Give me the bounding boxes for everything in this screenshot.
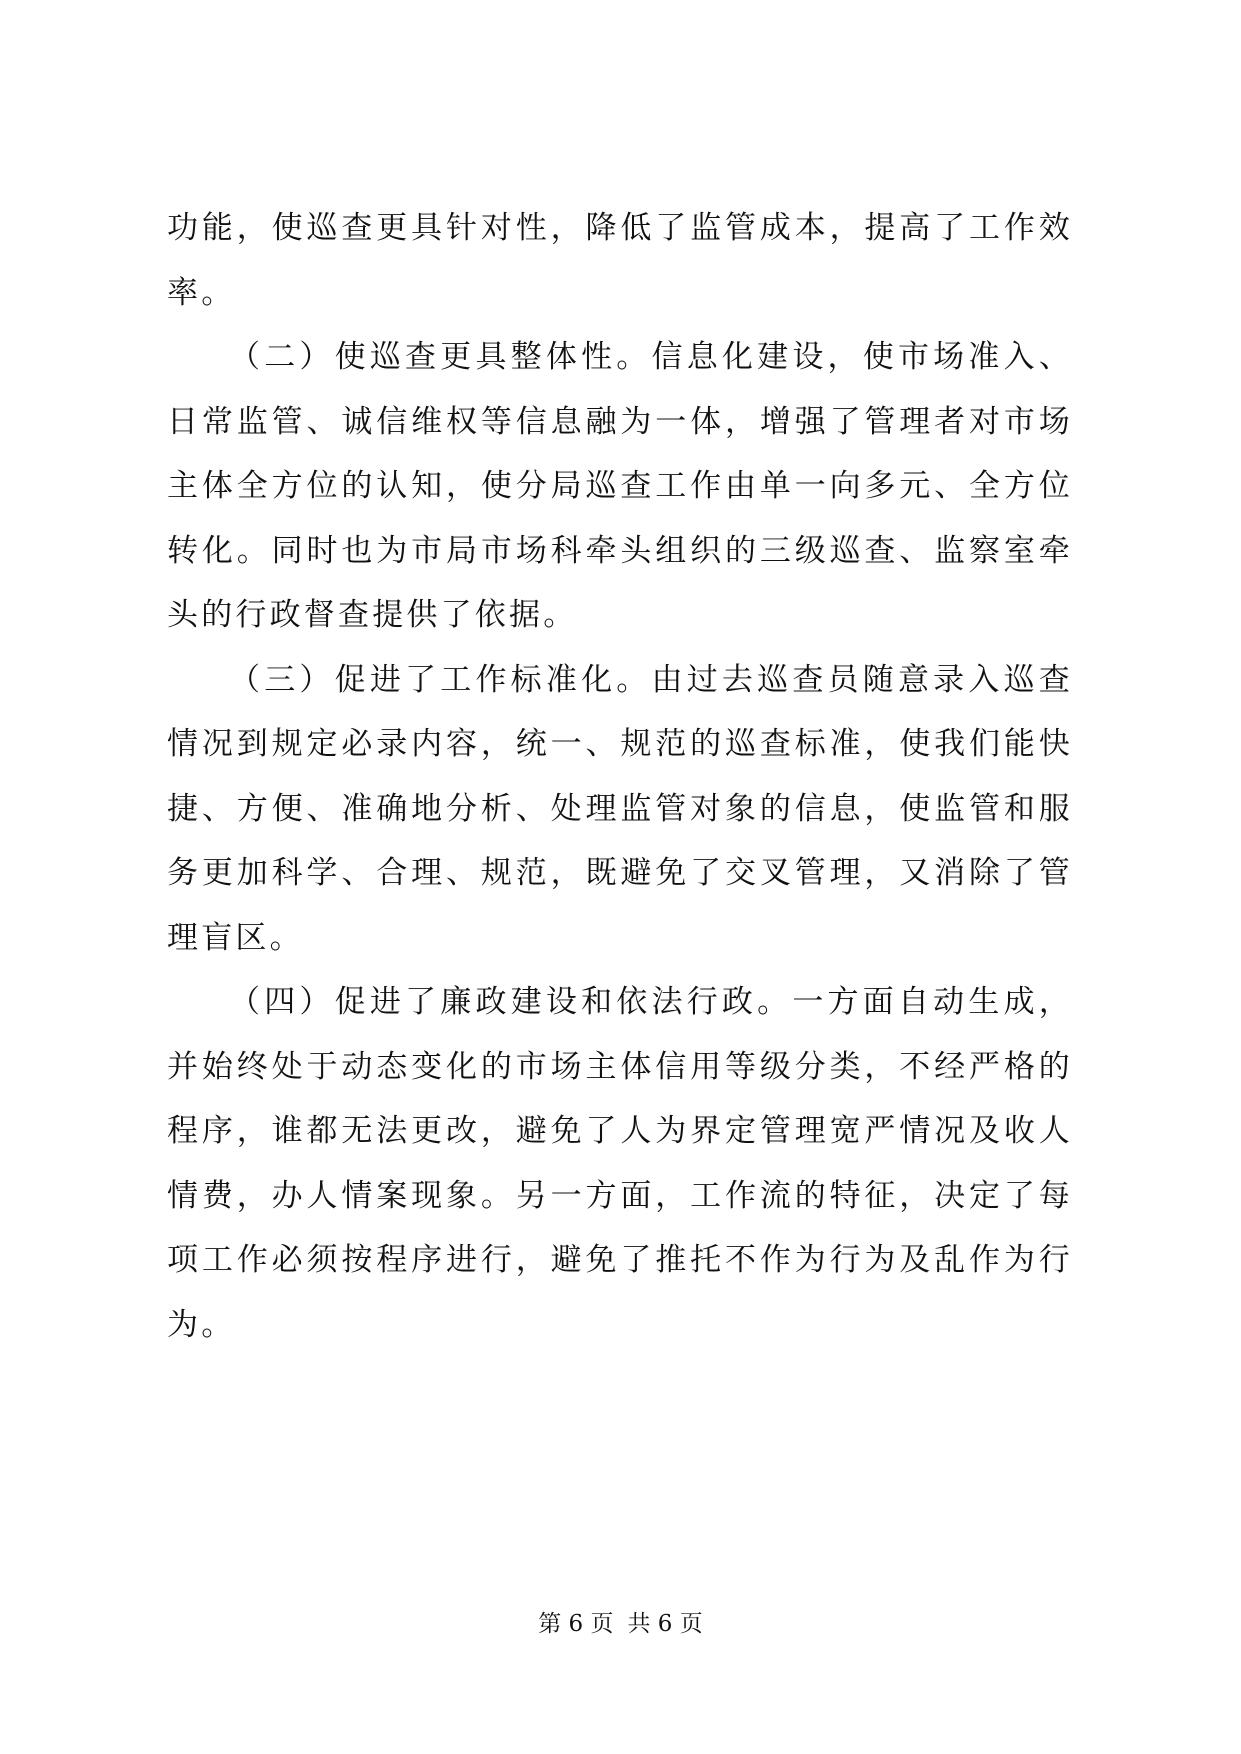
page-footer bbox=[0, 1605, 1241, 1638]
page-total: 共 6 页 bbox=[627, 1611, 703, 1637]
paragraph-continuation: 功能，使巡查更具针对性，降低了监管成本，提高了工作效率。 bbox=[167, 210, 1073, 311]
page-number: 第 6 页 bbox=[538, 1611, 614, 1637]
paragraph-section-4: （四）促进了廉政建设和依法行政。一方面自动生成，并始终处于动态变化的市场主体信用等级分类，不经严格的程序，谁都无法更改，避免了人为界定管理宽严情况及收人情费，办人情案现象。另一方面，工作流的特征，决定了每项工作必须按程序进行，避免了推托不作为行为及乱作为行为。 bbox=[167, 984, 1073, 1343]
paragraph-section-2: （二）使巡查更具整体性。信息化建设，使市场准入、日常监管、诚信维权等信息融为一体，增强了管理者对市场主体全方位的认知，使分局巡查工作由单一向多元、全方位转化。同时也为市局市场科牵头组织的三级巡查、监察室牵头的行政督查提供了依据。 bbox=[167, 339, 1073, 633]
document-body bbox=[167, 196, 1073, 1357]
paragraph-section-3: （三）促进了工作标准化。由过去巡查员随意录入巡查情况到规定必录内容，统一、规范的巡查标准，使我们能快捷、方便、准确地分析、处理监管对象的信息，使监管和服务更加科学、合理、规范，既避免了交叉管理，又消除了管理盲区。 bbox=[167, 661, 1073, 956]
